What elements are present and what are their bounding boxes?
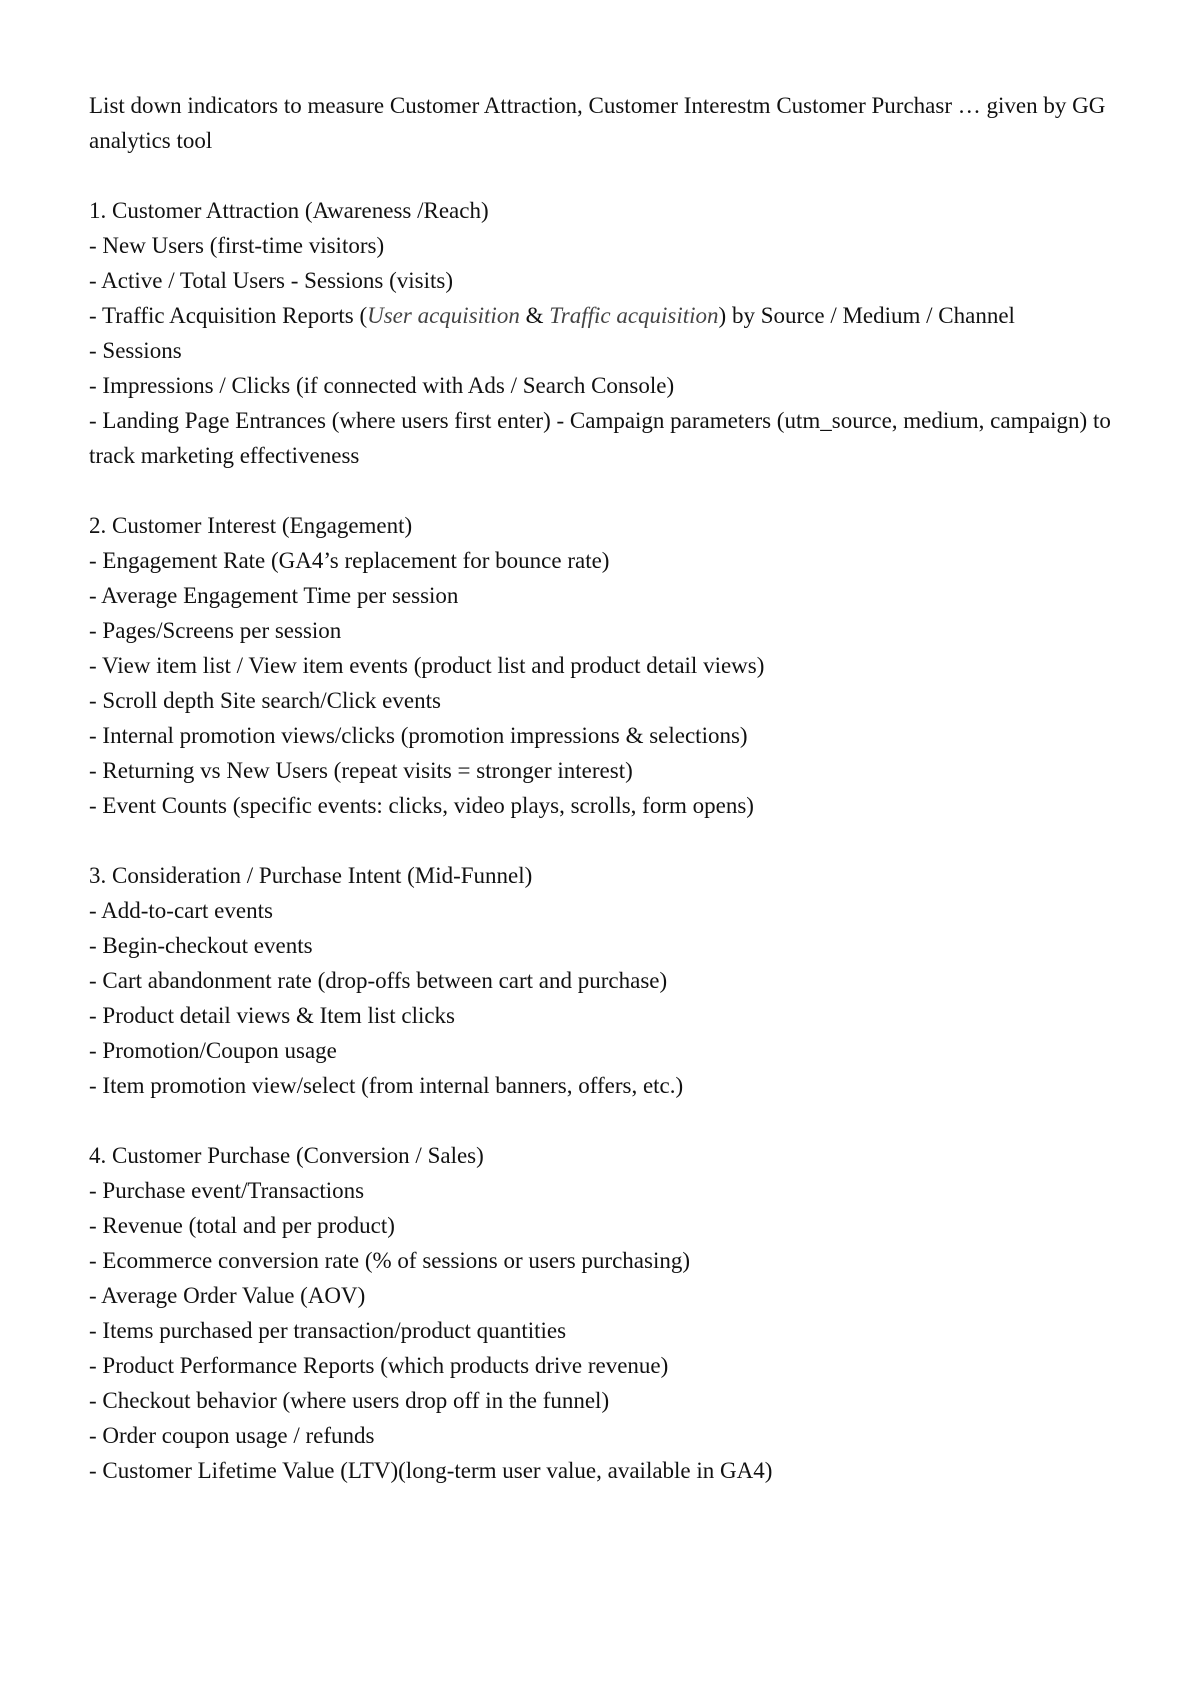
list-item: - Ecommerce conversion rate (% of sessions or users purchasing)	[89, 1248, 690, 1273]
list-item: - Purchase event/Transactions	[89, 1178, 365, 1203]
section-heading: 2. Customer Interest (Engagement)	[89, 513, 413, 538]
section-heading: 3. Consideration / Purchase Intent (Mid-Funnel)	[89, 863, 533, 888]
list-item: - Order coupon usage / refunds	[89, 1423, 375, 1448]
section-customer-attraction	[89, 193, 1129, 473]
paragraph-gap	[89, 158, 1129, 193]
list-item: - Begin-checkout events	[89, 933, 313, 958]
list-item: - New Users (first-time visitors)	[89, 233, 385, 258]
list-item: - Product Performance Reports (which products drive revenue)	[89, 1353, 669, 1378]
item-text: - Traffic Acquisition Reports (	[89, 303, 368, 328]
list-item: - Active / Total Users - Sessions (visits)	[89, 268, 454, 293]
list-item: - Cart abandonment rate (drop-offs between cart and purchase)	[89, 968, 668, 993]
list-item: - Revenue (total and per product)	[89, 1213, 395, 1238]
list-item: - Impressions / Clicks (if connected with Ads / Search Console)	[89, 373, 675, 398]
intro-text: List down indicators to measure Customer Attraction, Customer Interestm Customer Purchasr … given by GG analytics tool	[89, 93, 1106, 153]
list-item: - View item list / View item events (product list and product detail views)	[89, 653, 765, 678]
list-item: - Internal promotion views/clicks (promotion impressions & selections)	[89, 723, 748, 748]
list-item: - Item promotion view/select (from internal banners, offers, etc.)	[89, 1073, 684, 1098]
section-heading: 4. Customer Purchase (Conversion / Sales)	[89, 1143, 484, 1168]
list-item	[89, 298, 1129, 333]
list-item: - Promotion/Coupon usage	[89, 1038, 337, 1063]
list-item: - Scroll depth Site search/Click events	[89, 688, 441, 713]
item-text: &	[519, 303, 550, 328]
list-item: - Pages/Screens per session	[89, 618, 342, 643]
list-item: - Sessions	[89, 338, 182, 363]
paragraph-gap	[89, 823, 1129, 858]
list-item: - Event Counts (specific events: clicks, video plays, scrolls, form opens)	[89, 793, 754, 818]
list-item: - Average Order Value (AOV)	[89, 1283, 366, 1308]
section-consideration	[89, 858, 1129, 1103]
list-item: - Customer Lifetime Value (LTV)(long-term user value, available in GA4)	[89, 1458, 773, 1483]
italic-term: Traffic acquisition	[549, 303, 719, 328]
section-customer-purchase	[89, 1138, 1129, 1488]
list-item: - Product detail views & Item list clicks	[89, 1003, 456, 1028]
list-item: - Checkout behavior (where users drop off in the funnel)	[89, 1388, 610, 1413]
document-body	[89, 88, 1129, 1488]
item-text: ) by Source / Medium / Channel	[718, 303, 1015, 328]
list-item: - Items purchased per transaction/product quantities	[89, 1318, 567, 1343]
paragraph-gap	[89, 473, 1129, 508]
list-item: - Average Engagement Time per session	[89, 583, 459, 608]
list-item: - Returning vs New Users (repeat visits = stronger interest)	[89, 758, 633, 783]
section-heading: 1. Customer Attraction (Awareness /Reach)	[89, 198, 489, 223]
paragraph-gap	[89, 1103, 1129, 1138]
list-item: - Engagement Rate (GA4’s replacement for bounce rate)	[89, 548, 610, 573]
list-item: - Add-to-cart events	[89, 898, 273, 923]
section-customer-interest	[89, 508, 1129, 823]
list-item: - Landing Page Entrances (where users first enter) - Campaign parameters (utm_source, medium, campaign) to track marketing effectiveness	[89, 408, 1111, 468]
italic-term: User acquisition	[367, 303, 520, 328]
